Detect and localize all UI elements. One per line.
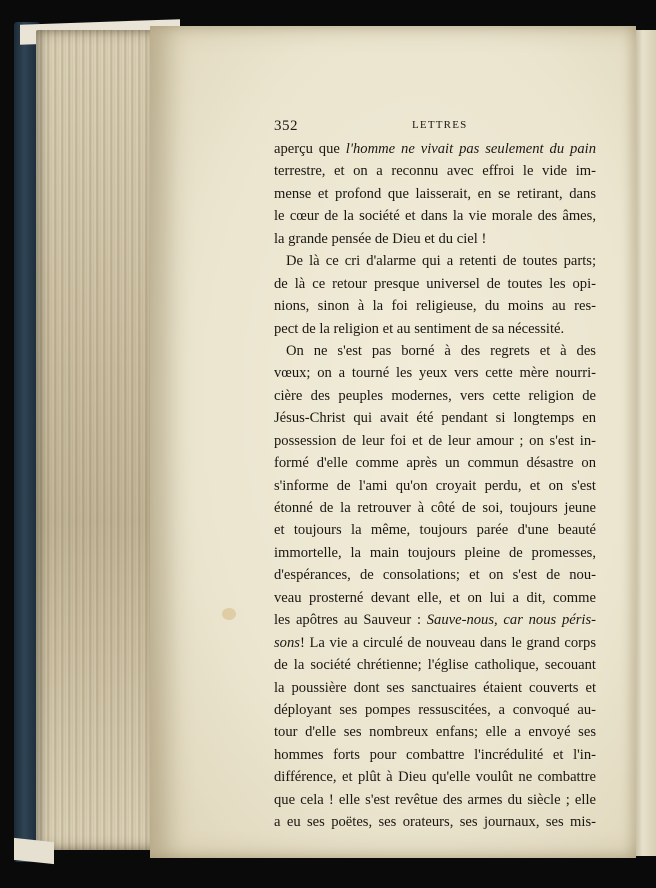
text-line-content: On ne s'est pas borné à des regrets et à des — [286, 342, 596, 359]
text-line — [274, 497, 596, 519]
text-line-content: le cœur de la société et dans la vie morale des âmes, — [274, 208, 596, 225]
text-line — [274, 475, 596, 497]
text-line-content: formé d'elle comme après un commun désastre on — [274, 455, 596, 472]
text-line-content: la poussière dont ses sanctuaires étaient couverts et — [274, 679, 596, 696]
text-line-content: cière des peuples modernes, vers cette religion de — [274, 387, 596, 404]
italic-phrase: sons — [274, 634, 300, 651]
text-line-content: déployant ses pompes ressuscitées, a convoqué au- — [274, 701, 596, 718]
text-line-continuation: ! La vie a circulé de nouveau dans le grand corps — [299, 634, 596, 651]
page-block-edges — [36, 30, 164, 850]
foxing-stain — [222, 608, 236, 620]
page-number: 352 — [274, 118, 298, 134]
text-line-content: vœux; on a tourné les yeux vers cette mère nourri- — [274, 365, 596, 382]
cover-board-bottom-corner — [14, 838, 54, 864]
italic-phrase: l'homme ne vivait pas seulement du pain — [345, 141, 596, 157]
text-line — [274, 766, 596, 788]
text-line — [274, 789, 596, 811]
text-line — [274, 721, 596, 743]
text-line — [274, 407, 596, 429]
text-line-content: nions, sinon à la foi religieuse, du moins au res- — [274, 298, 596, 315]
text-line — [274, 205, 596, 227]
running-head: LETTRES — [412, 119, 468, 131]
text-line-content: possession de leur foi et de leur amour ; on s'est in- — [274, 432, 596, 449]
text-line — [274, 385, 596, 407]
text-line — [274, 744, 596, 766]
text-line — [274, 654, 596, 676]
text-line-content: veau prosterné devant elle, et on lui a dit, comme — [274, 589, 596, 606]
text-line — [274, 138, 596, 160]
text-line — [274, 542, 596, 564]
text-line — [274, 430, 596, 452]
text-line-content: et toujours la même, toujours parée d'une beauté — [274, 522, 596, 539]
text-line — [274, 228, 596, 250]
text-line-content: s'informe de l'ami qu'on croyait perdu, et on s'est — [274, 477, 596, 494]
text-line — [274, 273, 596, 295]
text-line-content: a eu ses poëtes, ses orateurs, ses journaux, ses mis- — [274, 814, 596, 831]
text-line-content: de la société chrétienne; l'église catholique, secouant — [274, 657, 596, 674]
text-line — [274, 811, 596, 833]
text-line-content: tour d'elle ses nombreux enfans; elle a envoyé ses — [274, 724, 596, 741]
text-line-content: étonné de la retrouver à côté de soi, toujours jeune — [274, 500, 596, 516]
text-line — [274, 318, 596, 340]
text-line-content: les apôtres au Sauveur : — [274, 612, 427, 629]
text-line — [274, 609, 596, 631]
text-line-content: aperçu que — [274, 141, 346, 157]
text-line — [274, 564, 596, 586]
italic-phrase: Sauve-nous, car nous péris- — [426, 612, 596, 629]
text-line-content: différence, et plût à Dieu qu'elle voulût ne combattre — [274, 769, 596, 786]
text-line-content: mense et profond que laisserait, en se retirant, dans — [274, 185, 596, 202]
text-line-content: la grande pensée de Dieu et du ciel ! — [274, 230, 487, 247]
text-line — [274, 250, 596, 272]
text-line — [274, 677, 596, 699]
text-line — [274, 452, 596, 474]
page-header — [274, 118, 596, 134]
text-line — [274, 183, 596, 205]
body-text — [274, 138, 596, 834]
text-line — [274, 340, 596, 362]
text-line — [274, 699, 596, 721]
text-line-content: terrestre, et on a reconnu avec effroi le vide im- — [274, 163, 596, 180]
text-line-content: Jésus-Christ qui avait été pendant si longtemps en — [274, 410, 596, 427]
text-line — [274, 587, 596, 609]
text-line — [274, 519, 596, 541]
text-line-content: d'espérances, de consolations; et on s'est de nou- — [274, 567, 596, 584]
text-line-content: pect de la religion et au sentiment de sa nécessité. — [274, 320, 565, 337]
text-line-content: que cela ! elle s'est revêtue des armes du siècle ; elle — [274, 791, 596, 808]
text-line-content: immortelle, la main toujours pleine de promesses, — [274, 544, 596, 561]
text-line-content: De là ce cri d'alarme qui a retenti de toutes parts; — [286, 253, 596, 270]
text-line — [274, 632, 596, 654]
text-line-content: hommes forts pour combattre l'incrédulité et l'in- — [274, 746, 596, 763]
text-line-content: de là ce retour presque universel de toutes les opi- — [274, 275, 596, 292]
text-line — [274, 160, 596, 182]
text-line — [274, 362, 596, 384]
text-line — [274, 295, 596, 317]
